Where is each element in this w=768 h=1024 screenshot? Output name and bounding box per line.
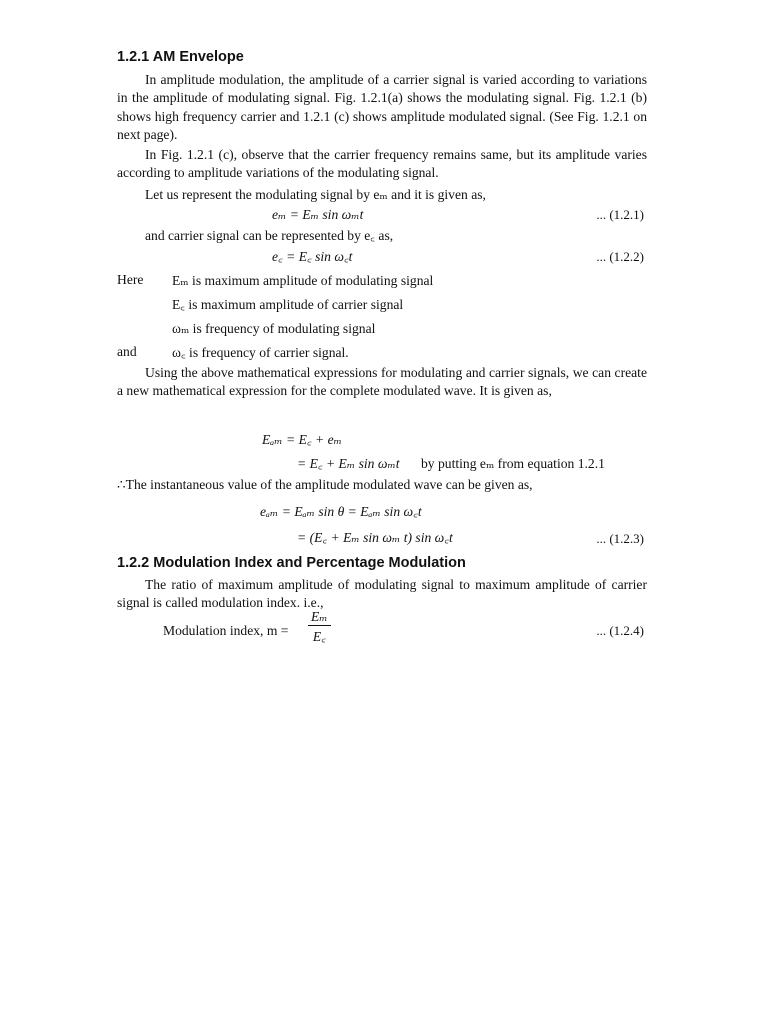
here-label: Here xyxy=(117,272,144,287)
section-heading-am-envelope: 1.2.1 AM Envelope xyxy=(117,49,244,65)
equation-number-1-2-2: ... (1.2.2) xyxy=(596,249,644,264)
fraction-numerator: Eₘ xyxy=(311,609,328,624)
equation-1-2-1: eₘ = Eₘ sin ωₘt xyxy=(272,207,364,222)
section-heading-modulation-index: 1.2.2 Modulation Index and Percentage Modulation xyxy=(117,555,466,571)
modulation-index-label: Modulation index, m = xyxy=(163,623,289,638)
definition-em: Eₘ is maximum amplitude of modulating signal xyxy=(172,273,434,288)
equation-number-1-2-3: ... (1.2.3) xyxy=(596,531,644,546)
equation-inst-1: eₐₘ = Eₐₘ sin θ = Eₐₘ sin ω꜀t xyxy=(260,504,422,519)
modulation-index-fraction xyxy=(308,609,331,645)
equation-eam-1: Eₐₘ = E꜀ + eₘ xyxy=(262,432,342,447)
equation-1-2-2: e꜀ = E꜀ sin ω꜀t xyxy=(272,249,353,264)
fraction-denominator: E꜀ xyxy=(312,629,326,644)
paragraph-carrier-frequency: In Fig. 1.2.1 (c), observe that the carrier frequency remains same, but its amplitude varies according to amplitude variations of the modulating signal. xyxy=(117,147,647,181)
definition-wc: ω꜀ is frequency of carrier signal. xyxy=(172,345,349,360)
paragraph-carrier-signal: and carrier signal can be represented by e꜀ as, xyxy=(145,228,394,243)
paragraph-modulation-index: The ratio of maximum amplitude of modulating signal to maximum amplitude of carrier signal is called modulation index. i.e., xyxy=(117,577,647,611)
equation-number-1-2-4: ... (1.2.4) xyxy=(596,623,644,638)
definition-ec: E꜀ is maximum amplitude of carrier signal xyxy=(172,297,404,312)
equation-note: by putting eₘ from equation 1.2.1 xyxy=(421,456,605,471)
definition-wm: ωₘ is frequency of modulating signal xyxy=(172,321,376,336)
equation-number-1-2-1: ... (1.2.1) xyxy=(596,207,644,222)
paragraph-modulating-signal: Let us represent the modulating signal by eₘ and it is given as, xyxy=(145,187,486,202)
paragraph-modulated-wave: Using the above mathematical expressions for modulating and carrier signals, we can create a new mathematical expression for the complete modulated wave. It is given as, xyxy=(117,365,647,399)
paragraph-am-intro: In amplitude modulation, the amplitude of a carrier signal is varied according to variations in the amplitude of modulating signal. Fig. 1.2.1(a) shows the modulating signal. Fig. 1.2.1 (b) shows high frequency carrier and 1.2.1 (c) shows amplitude modulated signal. (See Fig. 1.2.1 on next page). xyxy=(117,72,647,143)
equation-1-2-3: = (E꜀ + Eₘ sin ωₘ t) sin ω꜀t xyxy=(297,530,453,545)
equation-eam-2: = E꜀ + Eₘ sin ωₘt xyxy=(297,456,400,471)
paragraph-instantaneous-value: ∴The instantaneous value of the amplitude modulated wave can be given as, xyxy=(117,477,533,492)
and-label: and xyxy=(117,344,137,359)
